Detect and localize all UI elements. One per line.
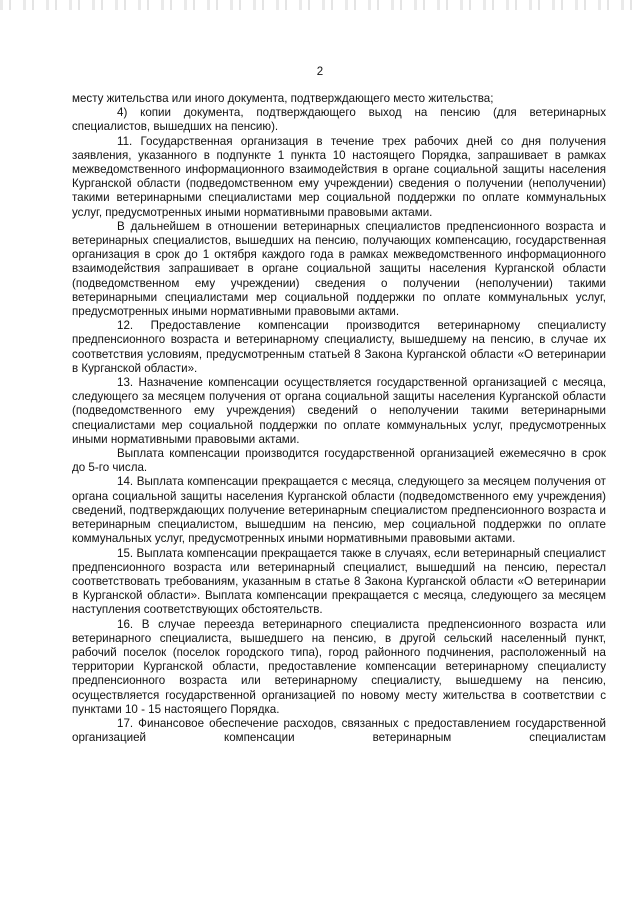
page-number: 2 — [316, 66, 324, 78]
paragraph: месту жительства или иного документа, подтверждающего место жительства; — [72, 92, 494, 105]
paragraph: 12. Предоставление компенсации производится ветеринарному специалисту предпенсионного возраста и ветеринарному специалисту, вышедшему на пенсию, в случае их соответствия условиям, предусмотренным статьей 8 Закона Курганской области «О ветеринарии в Курганской области». — [72, 319, 606, 375]
paragraph: В дальнейшем в отношении ветеринарных специалистов предпенсионного возраста и ветеринарных специалистов, вышедших на пенсию, получающих компенсацию, государственная организация в срок до 1 октября каждого года в рамках межведомственного информационного взаимодействия запрашивает в органе социальной защиты населения Курганской области (подведомственном ему учреждении) сведения о получении (неполучении) такими ветеринарными специалистами мер социальной поддержки по оплате коммунальных услуг, предусмотренных иными нормативными правовыми актами. — [72, 219, 606, 319]
paragraph: 15. Выплата компенсации прекращается также в случаях, если ветеринарный специалист предпенсионного возраста или ветеринарный специалист, вышедший на пенсию, перестал соответствовать требованиям, указанным в статье 8 Закона Курганской области «О ветеринарии в Курганской области». Выплата компенсации прекращается с месяца, следующего за месяцем наступления соответствующих обстоятельств. — [72, 546, 606, 617]
paragraph: 4) копии документа, подтверждающего выход на пенсию (для ветеринарных специалистов, вышедших на пенсию). — [72, 106, 606, 134]
paragraph: 14. Выплата компенсации прекращается с месяца, следующего за месяцем получения от органа социальной защиты населения Курганской области (подведомственного ему учреждения) сведений, подтверждающих получение ветеринарным специалистом предпенсионного возраста и ветеринарным специалистом, вышедшим на пенсию, мер социальной поддержки по оплате коммунальных услуг, предусмотренных иными нормативными правовыми актами. — [72, 475, 606, 546]
paragraph: Выплата компенсации производится государственной организацией ежемесячно в срок до 5-го числа. — [72, 447, 606, 475]
paragraph: 11. Государственная организация в течение трех рабочих дней со дня получения заявления, указанного в подпункте 1 пункта 10 настоящего Порядка, запрашивает в рамках межведомственного информационного взаимодействия в органе социальной защиты населения Курганской области (подведомственном ему учреждении) сведения о получении (неполучении) такими ветеринарными специалистами мер социальной поддержки по оплате коммунальных услуг, предусмотренных иными нормативными правовыми актами. — [72, 134, 606, 219]
document-body — [72, 92, 606, 745]
paragraph: 13. Назначение компенсации осуществляется государственной организацией с месяца, следующего за месяцем получения от органа социальной защиты населения Курганской области (подведомственного ему учреждения) сведений о неполучении такими ветеринарными специалистами мер социальной поддержки по оплате коммунальных услуг, предусмотренных иными нормативными правовыми актами. — [72, 376, 606, 446]
paragraph: 16. В случае переезда ветеринарного специалиста предпенсионного возраста или ветеринарного специалиста, вышедшего на пенсию, в другой сельский населенный пункт, рабочий поселок (поселок городского типа), город районного подчинения, расположенный на территории Курганской области, предоставление компенсации ветеринарному специалисту предпенсионного возраста или ветеринарному специалисту, вышедшему на пенсию, осуществляется государственной организацией по новому месту жительства в соответствии с пунктами 10 - 15 настоящего Порядка. — [72, 617, 606, 716]
paragraph: 17. Финансовое обеспечение расходов, связанных с предоставлением государственной организацией компенсации ветеринарным специалистам — [72, 716, 606, 745]
scan-edge-artifact — [0, 0, 640, 10]
